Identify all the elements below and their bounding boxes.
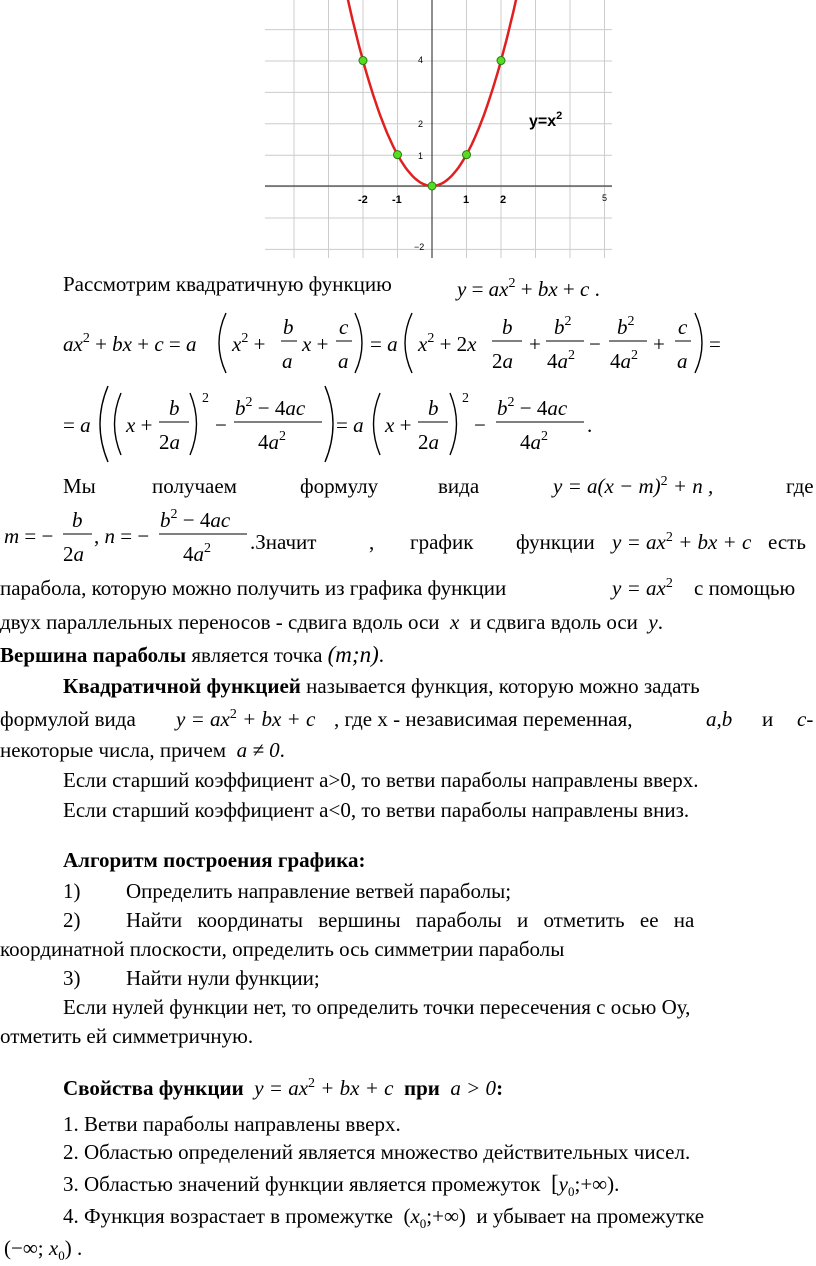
svg-text:2a: 2a <box>159 430 180 454</box>
property-item: 3. Областью значений функции является промежуток $[y_0;+\infty)$. <box>63 1171 620 1200</box>
svg-text:2a: 2a <box>492 349 513 373</box>
svg-text:2a: 2a <box>63 542 84 566</box>
paragraph-line: Мы <box>63 474 96 498</box>
x-tick-label: -1 <box>392 194 402 206</box>
svg-text:b2 − 4ac: $b^2 - 4ac$ <box>160 507 231 532</box>
formula-block <box>0 262 816 472</box>
chart-function-label: $y=x^2$ <box>529 110 563 130</box>
property-item: 4. Функция возрастает в промежутке $(x_0;+\infty)$ и убывает на промежутке <box>63 1204 705 1232</box>
chart-point <box>497 57 505 65</box>
svg-text:2a: 2a <box>418 430 439 454</box>
properties-title: Свойства функции $y = ax^2$ + bx + c при a > 0: <box>63 1076 504 1100</box>
svg-text:4a2: $4a^2$ <box>520 429 548 454</box>
svg-text:b: b <box>428 396 439 420</box>
svg-text:=: = <box>709 332 721 356</box>
svg-text:a: a <box>677 349 688 373</box>
svg-text:b: b <box>72 508 83 532</box>
quadratic-term: Квадратичной функцией <box>63 674 301 698</box>
svg-text:2: 2 <box>202 391 209 406</box>
vertex-form-formula: $y = a(x - m)^2 + n$ , <box>553 474 714 498</box>
svg-text:x2 +: $x^2$ + <box>232 331 266 356</box>
svg-text:a: a <box>338 349 349 373</box>
svg-text:+: + <box>653 332 665 356</box>
x-tick-label: 5 <box>602 193 608 203</box>
svg-text:−: − <box>474 413 486 437</box>
chart-point <box>428 182 436 190</box>
svg-text:b2: $b^2$ <box>554 314 572 339</box>
algorithm-step: Найти координаты вершины параболы и отметить ее на <box>126 908 695 932</box>
svg-text:b2: $b^2$ <box>617 314 635 339</box>
coef-negative: Если старший коэффициент а<0, то ветви параболы направлены вниз. <box>63 798 690 822</box>
svg-text:= a: = a <box>63 413 91 437</box>
chart-grid <box>265 0 612 258</box>
svg-text:, n = −: , n = − <box>94 524 150 548</box>
svg-text:b2 − 4ac: $b^2 - 4ac$ <box>235 395 306 420</box>
svg-text:b: b <box>502 315 513 339</box>
svg-text:x +: x + <box>385 413 412 437</box>
x-tick-label: -2 <box>358 194 368 206</box>
svg-text:y = ax2 + bx + c .: $y = ax^2$ + bx + c . <box>457 276 600 301</box>
svg-text:c: c <box>339 315 349 339</box>
y-tick-label: −2 <box>414 242 425 252</box>
vertex-term: Вершина параболы <box>0 643 187 667</box>
svg-text:b: b <box>169 396 180 420</box>
property-item: 2. Областью определений является множество действительных чисел. <box>63 1140 691 1164</box>
svg-text:x2 + 2x: $x^2 + 2x$ <box>418 331 477 356</box>
svg-text:m = −: m = − <box>4 524 54 548</box>
general-formula: $y = ax^2$ + bx + c <box>612 530 752 554</box>
svg-text:−: − <box>215 413 227 437</box>
x-tick-label: 2 <box>500 194 507 206</box>
svg-text:x +: x + <box>126 413 153 437</box>
chart-point <box>394 151 402 159</box>
property-item: 1. Ветви параболы направлены вверх. <box>63 1112 401 1136</box>
svg-text:ax2 + bx + c = a: $ax^2$ + bx + c = a <box>63 331 197 356</box>
y-tick-label: 4 <box>418 55 424 65</box>
consider-text: Рассмотрим квадратичную функцию <box>63 272 392 296</box>
svg-text:−: − <box>589 332 601 356</box>
svg-text:c: c <box>678 315 688 339</box>
svg-text:4a2: $4a^2$ <box>258 429 286 454</box>
svg-text:2: 2 <box>462 391 469 406</box>
svg-text:b: b <box>283 315 294 339</box>
x-tick-label: 1 <box>463 194 470 206</box>
algorithm-step: Определить направление ветвей параболы; <box>126 879 512 903</box>
coef-positive: Если старший коэффициент а>0, то ветви параболы направлены вверх. <box>63 768 699 792</box>
y-tick-label: 2 <box>418 119 424 129</box>
algorithm-step: Найти нули функции; <box>126 966 320 990</box>
chart-point <box>359 57 367 65</box>
svg-text:x +: x + <box>302 332 329 356</box>
svg-text:4a2: $4a^2$ <box>547 348 575 373</box>
svg-text:b2 − 4ac: $b^2 - 4ac$ <box>497 395 568 420</box>
svg-text:= a: = a <box>370 332 398 356</box>
svg-text:4a2: $4a^2$ <box>183 541 211 566</box>
parabola-chart <box>0 0 816 262</box>
chart-axes <box>265 0 612 258</box>
svg-text:a: a <box>282 349 293 373</box>
chart-point <box>463 151 471 159</box>
svg-text:+: + <box>529 332 541 356</box>
y-tick-label: 1 <box>418 151 424 161</box>
svg-text:4a2: $4a^2$ <box>610 348 638 373</box>
svg-text:= a: = a <box>336 413 364 437</box>
svg-text:.: . <box>587 413 593 437</box>
algorithm-title: Алгоритм построения графика: <box>63 848 366 872</box>
